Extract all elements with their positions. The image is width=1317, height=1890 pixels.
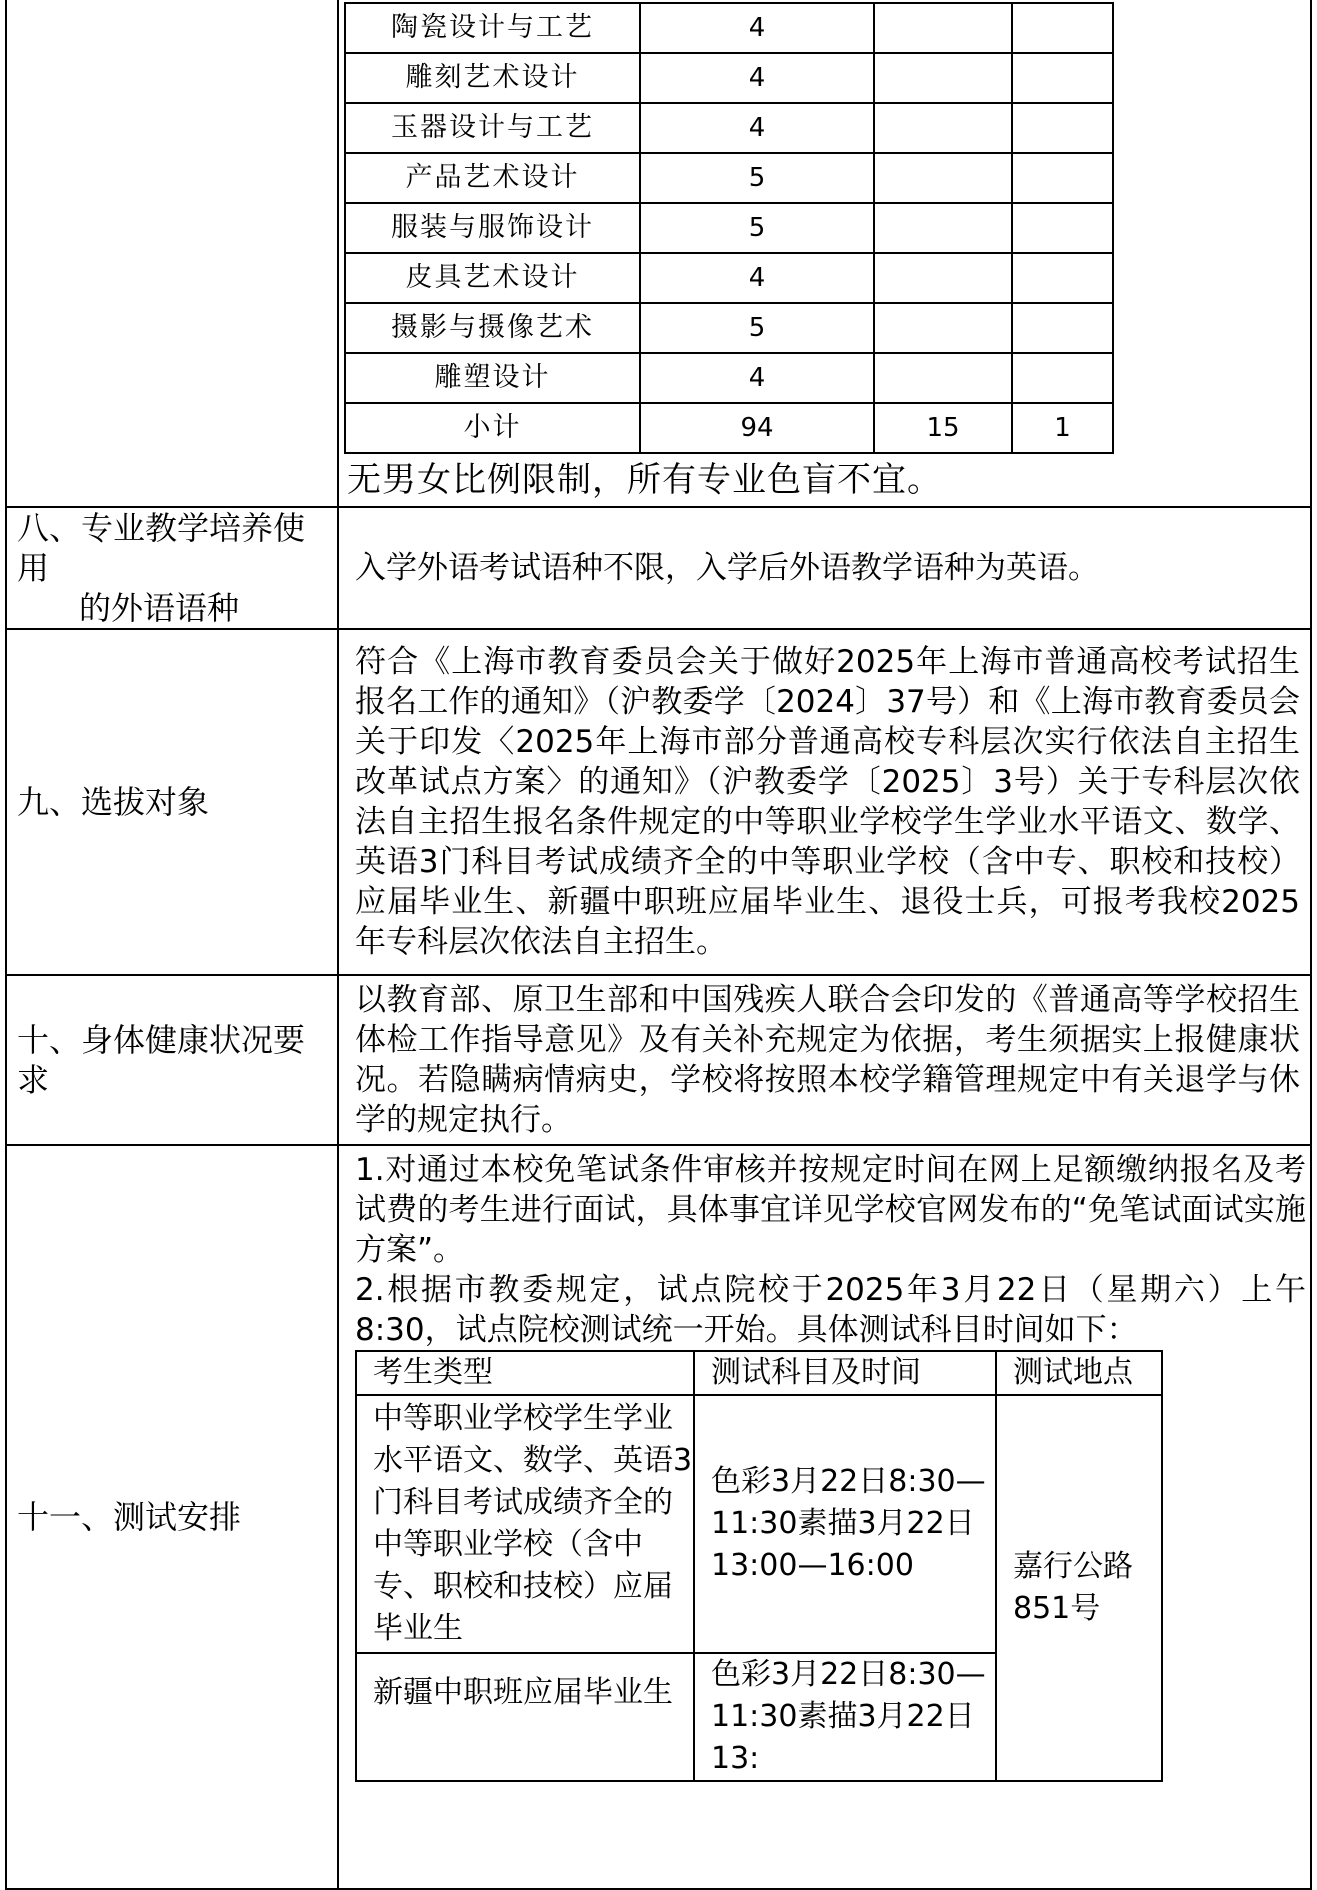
majors-cell <box>338 0 1311 507</box>
major-col-3 <box>874 3 1012 53</box>
section-10-label: 十、身体健康状况要求 <box>6 975 338 1145</box>
major-col-3 <box>874 53 1012 103</box>
major-col-4 <box>1012 303 1113 353</box>
section-11-paragraph-1: 1.对通过本校免笔试条件审核并按规定时间在网上足额缴纳报名及考试费的考生进行面试，具体事宜详见学校官网发布的“免笔试面试实施方案”。 <box>355 1152 1306 1268</box>
major-count: 4 <box>640 353 874 403</box>
major-name: 雕刻艺术设计 <box>345 53 640 103</box>
major-col-4 <box>1012 53 1113 103</box>
section-11-content <box>338 1145 1311 1889</box>
major-count: 4 <box>640 3 874 53</box>
major-row <box>345 353 1113 403</box>
major-col-3 <box>874 203 1012 253</box>
major-count: 94 <box>640 403 874 453</box>
major-name: 小计 <box>345 403 640 453</box>
major-count: 5 <box>640 203 874 253</box>
section-9-row <box>6 629 1311 975</box>
major-row <box>345 253 1113 303</box>
major-col-4 <box>1012 153 1113 203</box>
major-col-4 <box>1012 353 1113 403</box>
major-count: 4 <box>640 253 874 303</box>
schedule-row-1-type: 中等职业学校学生学业水平语文、数学、英语3门科目考试成绩齐全的中等职业学校（含中专、职校和技校）应届毕业生 <box>356 1395 694 1653</box>
section-11-label: 十一、测试安排 <box>6 1145 338 1889</box>
ratio-note: 无男女比例限制，所有专业色盲不宜。 <box>347 460 942 500</box>
major-name: 玉器设计与工艺 <box>345 103 640 153</box>
major-name: 皮具艺术设计 <box>345 253 640 303</box>
section-9-label: 九、选拔对象 <box>6 629 338 975</box>
major-count: 4 <box>640 53 874 103</box>
major-row <box>345 303 1113 353</box>
major-col-4 <box>1012 3 1113 53</box>
schedule-header-time: 测试科目及时间 <box>694 1351 996 1395</box>
section-8-content: 入学外语考试语种不限，入学后外语教学语种为英语。 <box>338 507 1311 629</box>
major-name: 摄影与摄像艺术 <box>345 303 640 353</box>
major-col-4 <box>1012 203 1113 253</box>
major-name: 雕塑设计 <box>345 353 640 403</box>
section-8-row <box>6 507 1311 629</box>
major-col-3 <box>874 153 1012 203</box>
major-col-4: 1 <box>1012 403 1113 453</box>
major-col-3: 15 <box>874 403 1012 453</box>
major-quota-table <box>344 2 1114 454</box>
schedule-location: 嘉行公路851号 <box>996 1395 1162 1781</box>
section-10-row <box>6 975 1311 1145</box>
major-row <box>345 3 1113 53</box>
major-col-3 <box>874 103 1012 153</box>
section-8-label-line2: 的外语语种 <box>79 589 240 627</box>
section-8-label-line1: 八、专业教学培养使用 <box>17 509 306 587</box>
schedule-header-type: 考生类型 <box>356 1351 694 1395</box>
major-count: 4 <box>640 103 874 153</box>
schedule-header-row <box>356 1351 1162 1395</box>
schedule-row-2-type: 新疆中职班应届毕业生 <box>356 1653 694 1781</box>
test-schedule-table <box>355 1350 1163 1782</box>
major-name: 产品艺术设计 <box>345 153 640 203</box>
major-col-4 <box>1012 253 1113 303</box>
major-row <box>345 403 1113 453</box>
major-col-3 <box>874 253 1012 303</box>
section-11-row <box>6 1145 1311 1889</box>
major-col-3 <box>874 303 1012 353</box>
major-row <box>345 103 1113 153</box>
majors-row <box>6 0 1311 507</box>
schedule-row-1-time: 色彩3月22日8:30—11:30素描3月22日13:00—16:00 <box>694 1395 996 1653</box>
section-11-paragraph-2: 2.根据市教委规定，试点院校于2025年3月22日（星期六）上午8:30，试点院校测试统一开始。具体测试科目时间如下： <box>355 1272 1306 1348</box>
major-row <box>345 153 1113 203</box>
major-count: 5 <box>640 303 874 353</box>
schedule-row-1 <box>356 1395 1162 1653</box>
section-10-content: 以教育部、原卫生部和中国残疾人联合会印发的《普通高等学校招生体检工作指导意见》及有关补充规定为依据，考生须据实上报健康状况。若隐瞒病情病史，学校将按照本校学籍管理规定中有关退学与休学的规定执行。 <box>338 975 1311 1145</box>
major-row <box>345 203 1113 253</box>
major-col-4 <box>1012 103 1113 153</box>
major-col-3 <box>874 353 1012 403</box>
schedule-header-location: 测试地点 <box>996 1351 1162 1395</box>
major-row <box>345 53 1113 103</box>
major-name: 服装与服饰设计 <box>345 203 640 253</box>
section-8-label <box>6 507 338 629</box>
section-9-content: 符合《上海市教育委员会关于做好2025年上海市普通高校考试招生报名工作的通知》（沪教委学〔2024〕37号）和《上海市教育委员会关于印发〈2025年上海市部分普通高校专科层次实行依法自主招生改革试点方案〉的通知》（沪教委学〔2025〕3号）关于专科层次依法自主招生报名条件规定的中等职业学校学生学业水平语文、数学、英语3门科目考试成绩齐全的中等职业学校（含中专、职校和技校）应届毕业生、新疆中职班应届毕业生、退役士兵，可报考我校2025年专科层次依法自主招生。 <box>338 629 1311 975</box>
major-count: 5 <box>640 153 874 203</box>
admission-table <box>5 0 1312 1890</box>
major-name: 陶瓷设计与工艺 <box>345 3 640 53</box>
schedule-row-2-time: 色彩3月22日8:30—11:30素描3月22日13: <box>694 1653 996 1781</box>
empty-label-cell <box>6 0 338 507</box>
